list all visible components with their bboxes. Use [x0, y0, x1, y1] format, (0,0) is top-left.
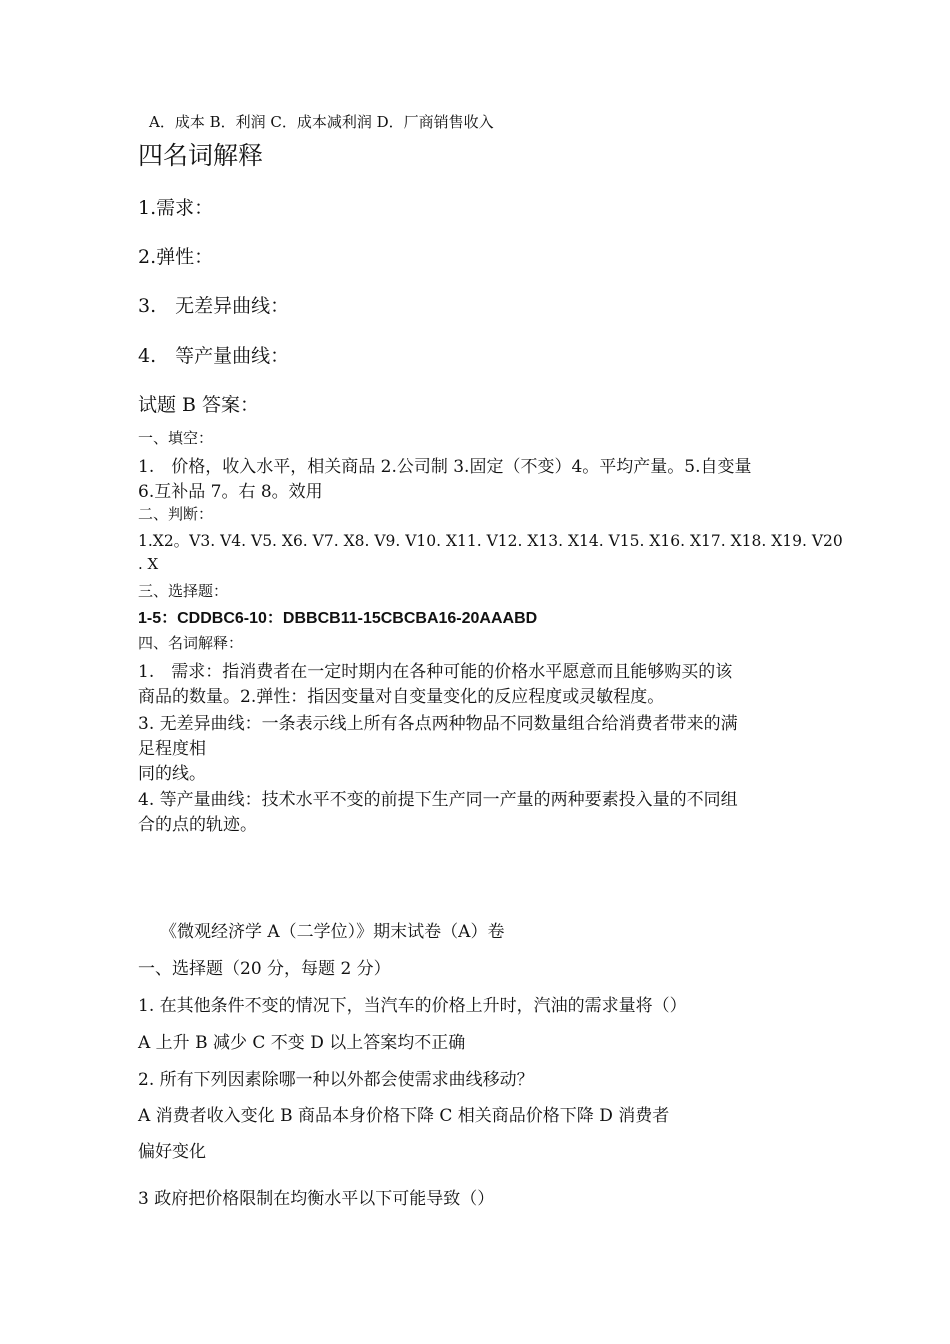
fill-answers: 6.互补品 7。右 8。效用	[138, 482, 323, 502]
definition-line: 商品的数量。2.弹性：指因变量对自变量变化的反应程度或灵敏程度。	[138, 687, 665, 707]
definition-line: 1. 需求：指消费者在一定时期内在各种可能的价格水平愿意而且能够购买的该	[138, 662, 733, 682]
judge-answers: . X	[138, 555, 159, 573]
definition-line: 3. 无差异曲线：一条表示线上所有各点两种物品不同数量组合给消费者带来的满	[138, 714, 738, 734]
choice-heading: 三、选择题：	[138, 582, 229, 600]
answer-title: 试题 B 答案：	[138, 394, 260, 416]
term-item: 4. 等产量曲线：	[138, 345, 290, 367]
question-options: A 上升 B 减少 C 不变 D 以上答案均不正确	[138, 1033, 466, 1053]
term-item: 3. 无差异曲线：	[138, 295, 290, 317]
question-options: A 消费者收入变化 B 商品本身价格下降 C 相关商品价格下降 D 消费者	[138, 1106, 670, 1126]
question: 1. 在其他条件不变的情况下，当汽车的价格上升时，汽油的需求量将（）	[138, 996, 687, 1016]
question: 3 政府把价格限制在均衡水平以下可能导致（）	[138, 1189, 495, 1209]
question-options: 偏好变化	[138, 1142, 206, 1162]
definition-line: 4. 等产量曲线：技术水平不变的前提下生产同一产量的两种要素投入量的不同组	[138, 790, 738, 810]
term-item: 2.弹性：	[138, 246, 214, 268]
term-heading: 四、名词解释：	[138, 634, 244, 652]
exam-title: 《微观经济学 A（二学位）》期末试卷（A）卷	[160, 922, 505, 942]
term-item: 1.需求：	[138, 197, 214, 219]
option-line: A．成本 B．利润 C．成本减利润 D．厂商销售收入	[149, 113, 494, 131]
question-section: 一、选择题（20 分，每题 2 分）	[138, 959, 391, 979]
judge-answers: 1.X2。V3. V4. V5. X6. V7. X8. V9. V10. X11. V12. X13. X14. V15. X16. X17. X18. X19. V20	[138, 532, 843, 550]
choice-answers: 1-5：CDDBC6-10：DBBCB11-15CBCBA16-20AAABD	[138, 610, 538, 627]
definition-line: 合的点的轨迹。	[138, 815, 257, 835]
judge-heading: 二、判断：	[138, 505, 214, 523]
definition-line: 足程度相	[138, 739, 206, 759]
section-heading: 四名词解释	[138, 141, 264, 170]
fill-answers: 1. 价格，收入水平，相关商品 2.公司制 3.固定（不变）4。平均产量。5.自变量	[138, 457, 752, 477]
fill-heading: 一、填空：	[138, 429, 214, 447]
definition-line: 同的线。	[138, 764, 206, 784]
question: 2. 所有下列因素除哪一种以外都会使需求曲线移动？	[138, 1070, 534, 1090]
